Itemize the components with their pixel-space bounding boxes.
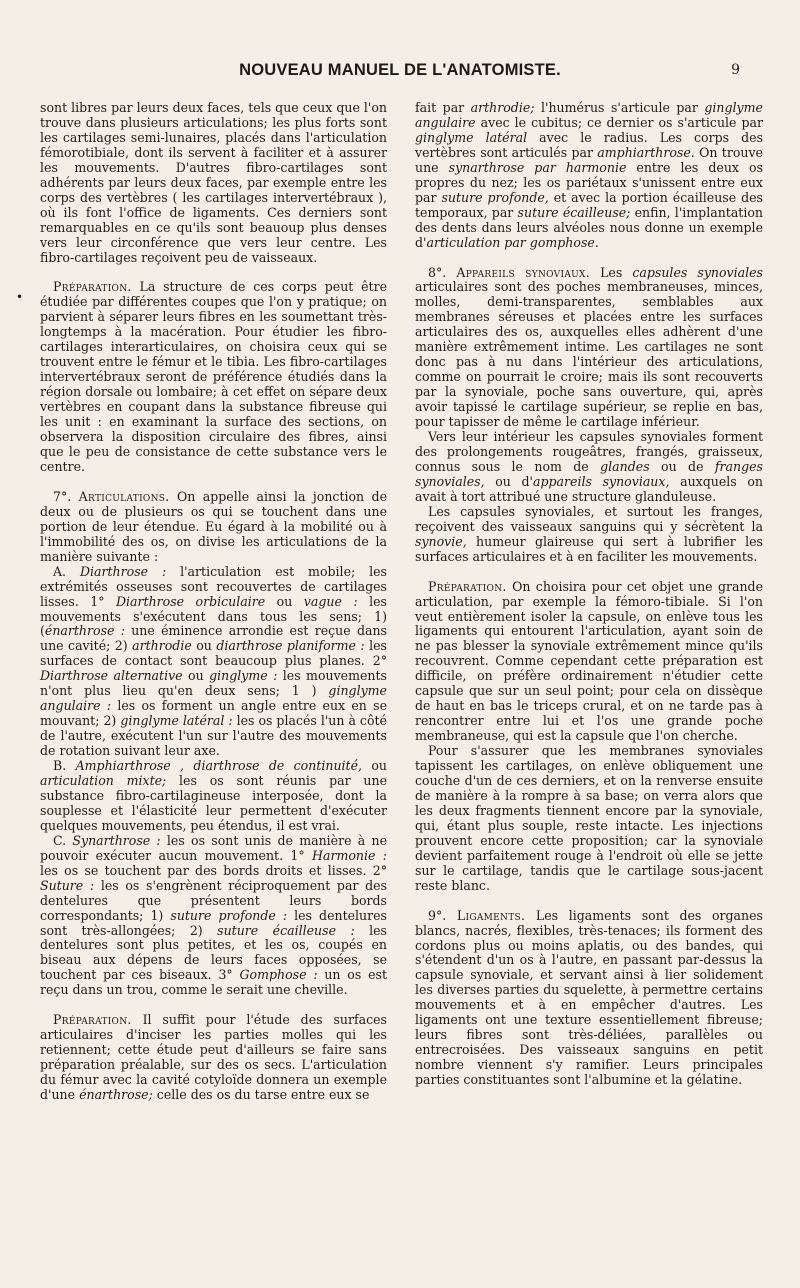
section-heading: Préparation. xyxy=(428,578,507,594)
paragraph-preparation-3: Préparation. On choisira pour cet objet une grande articulation, par exemple la fémoro-tibiale. Si l'on veut entièrement isoler la capsule, on enlève tous les ligaments qui entourent l'articulation, ayant soin de ne pas blesser la synoviale extrêmement mince qu'ils recouvrent. Comme cependant cette préparation est difficile, on préfère ordinairement n'étudier cette capsule que sur un seul point; pour cela on dissèque de haut en bas le triceps crural, et on ne tarde pas à rencontrer entre lui et l'os une grande poche membraneuse, qui est la capsule que l'on cherche. xyxy=(415,578,763,744)
paragraph-diarthrose: A. Diarthrose : l'articulation est mobile; les extrémités osseuses sont recouvertes de cartilages lisses. 1° Diarthrose orbiculaire ou vague : les mouvements s'exécutent dans tous les sens; 1) (énarthrose : une éminence arrondie est reçue dans une cavité; 2) arthrodie ou diarthrose planiforme : les surfaces de contact sont beaucoup plus planes. 2° Diarthrose alternative ou ginglyme : les mouvements n'ont plus lieu qu'en deux sens; 1 ) ginglyme angulaire : les os forment un angle entre eux en se mouvant; 2) ginglyme latéral : les os placés l'un à côté de l'autre, exécutent l'un sur l'autre des mouvements de rotation suivant leur axe. xyxy=(40,563,387,759)
paragraph-articulations: 7°. Articulations. On appelle ainsi la jonction de deux ou de plusieurs os qui se touchent dans une portion de leur étendue. Eu égard à la mobilité ou à l'immobilité des os, on divise les articulations de la manière suivante : xyxy=(40,488,387,564)
paragraph-synovie: Les capsules synoviales, et surtout les franges, reçoivent des vaisseaux sanguins qui y sécrètent la synovie, humeur glaireuse qui sert à lubrifier les surfaces articulaires et à en faciliter les mouvements. xyxy=(415,503,763,564)
left-column xyxy=(40,101,387,1103)
paragraph-examples: fait par arthrodie; l'humérus s'articule par ginglyme angulaire avec le cubitus; ce dernier os s'articule par ginglyme latéral avec le radius. Les corps des vertèbres sont articulés par amphiarthrose. On trouve une synarthrose par harmonie entre les deux os propres du nez; les os pariétaux s'unissent entre eux par suture profonde, et avec la portion écailleuse des temporaux, par suture écailleuse; enfin, l'implantation des dents dans leurs alvéoles nous donne un exemple d'articulation par gomphose. xyxy=(415,100,764,250)
margin-bullet: • xyxy=(16,290,24,304)
section-heading: Articulations. xyxy=(78,488,170,504)
paragraph-ligaments: 9°. Ligaments. Les ligaments sont des organes blancs, nacrés, flexibles, très-tenaces; ils forment des cordons plus ou moins aplatis, ou des bandes, qui s'étendent d'un os à l'autre, en passant par-dessus la capsule synoviale, et servant ainsi à lier solidement les diverses parties du squelette, à permettre certains mouvements et à en empêcher d'autres. Les ligaments ont une texture essentiellement fibreuse; leurs fibres sont très-déliées, parallèles ou entrecroisées. Des vaisseaux sanguins en petit nombre viennent s'y ramifier. Leurs principales parties constituantes sont l'albumine et la gélatine. xyxy=(415,907,763,1088)
paragraph-synarthrose: C. Synarthrose : les os sont unis de manière à ne pouvoir exécuter aucun mouvement. 1° Harmonie : les os se touchent par des bords droits et lisses. 2° Suture : les os s'engrènent réciproquement par des dentelures que présentent leurs bords correspondants; 1) suture profonde : les dentelures sont très-allongées; 2) suture écailleuse : les dentelures sont plus petites, et les os, coupés en biseau aux dépens de leurs faces opposées, se touchent par ces biseaux. 3° Gomphose : un os est reçu dans un trou, comme le serait une cheville. xyxy=(40,832,388,998)
section-heading: Ligaments. xyxy=(456,907,526,923)
section-heading: Préparation. xyxy=(53,279,132,295)
paragraph-fibro-cartilages: sont libres par leurs deux faces, tels que ceux que l'on trouve dans plusieurs articulations; les plus forts sont les cartilages semi-lunaires, placés dans l'articulation fémorotibiale, dont ils servent à faciliter et à assurer les mouvements. D'autres fibro-cartilages sont adhérents par leurs deux faces, par exemple entre les corps des vertèbres ( les cartilages intervertébraux ), où ils font l'office de ligaments. Ces derniers sont remarquables en ce qu'ils sont beauoup plus denses vers leur circonférence que vers leur centre. Les fibro-cartilages reçoivent peu de vaisseaux. xyxy=(40,100,387,265)
section-heading: Préparation. xyxy=(53,1012,132,1028)
paragraph-preparation-2: Préparation. Il suffit pour l'étude des surfaces articulaires d'inciser les parties molles qui les retiennent; cette étude peut d'ailleurs se faire sans préparation préalable, sur des os secs. L'articulation du fémur avec la cavité cotyloïde donnera un exemple d'une énarthrose; celle des os du tarse entre eux se xyxy=(40,1012,387,1103)
page-title: NOUVEAU MANUEL DE L'ANATOMISTE. xyxy=(239,61,561,79)
paragraph-preparation-4: Pour s'assurer que les membranes synoviales tapissent les cartilages, on enlève obliquement une couche d'un de ces derniers, et on la renverse ensuite de manière à la rompre à sa base; on verra alors que les deux fragments tiennent encore par la synoviale, qui, étant plus souple, reste intacte. Les injections prouvent encore cette proposition; car la synoviale devient parfaitement rouge à l'endroit où elle se jette sur le cartilage, tandis que le cartilage sous-jacent reste blanc. xyxy=(415,743,763,893)
paragraph-preparation-1: Préparation. La structure de ces corps peut être étudiée par différentes coupes que l'on y pratique; on parvient à séparer leurs fibres en les soumettant très-longtemps à la macération. Pour étudier les fibro-cartilages interarticulaires, on choisira ceux qui se trouvent entre le fémur et le tibia. Les fibro-cartilages intervertébraux seront de préférence étudiés dans la région dorsale ou lombaire; à cet effet on sépare deux vertèbres en coupant dans la substance fibreuse qui les unit : en examinant la surface des sections, on observera la disposition circulaire des fibres, ainsi que le peu de consistance de cette substance vers le centre. xyxy=(40,279,387,474)
section-heading: Appareils synoviaux. xyxy=(456,264,591,280)
running-header xyxy=(0,58,800,82)
page-number: 9 xyxy=(731,62,740,78)
paragraph-appareils-synoviaux: 8°. Appareils synoviaux. Les capsules synoviales articulaires sont des poches membraneuses, minces, molles, demi-transparentes, semblables aux membranes séreuses et placées entre les surfaces articulaires des os, auxquelles elles adhèrent d'une manière extrêmement intime. Les cartilages ne sont donc pas à nu dans l'intérieur des articulations, comme on pourrait le croire; mais ils sont recouverts par la synoviale, poche sans ouverture, qui, après avoir tapissé le cartilage supérieur, se replie en bas, pour tapisser de même le cartilage inférieur. xyxy=(415,264,763,430)
paragraph-amphiarthrose: B. Amphiarthrose , diarthrose de continuité, ou articulation mixte; les os sont réunis par une substance fibro-cartilagineuse interposée, dont la souplesse et l'élasticité leur permettent d'exécuter quelques mouvements, peu étendus, il est vrai. xyxy=(40,758,387,833)
paragraph-franges: Vers leur intérieur les capsules synoviales forment des prolongements rougeâtres, frangés, graisseux, connus sous le nom de glandes ou de franges synoviales, ou d'appareils synoviaux, auxquels on avait à tort attribué une structure glanduleuse. xyxy=(415,429,764,504)
right-column xyxy=(415,101,763,1088)
